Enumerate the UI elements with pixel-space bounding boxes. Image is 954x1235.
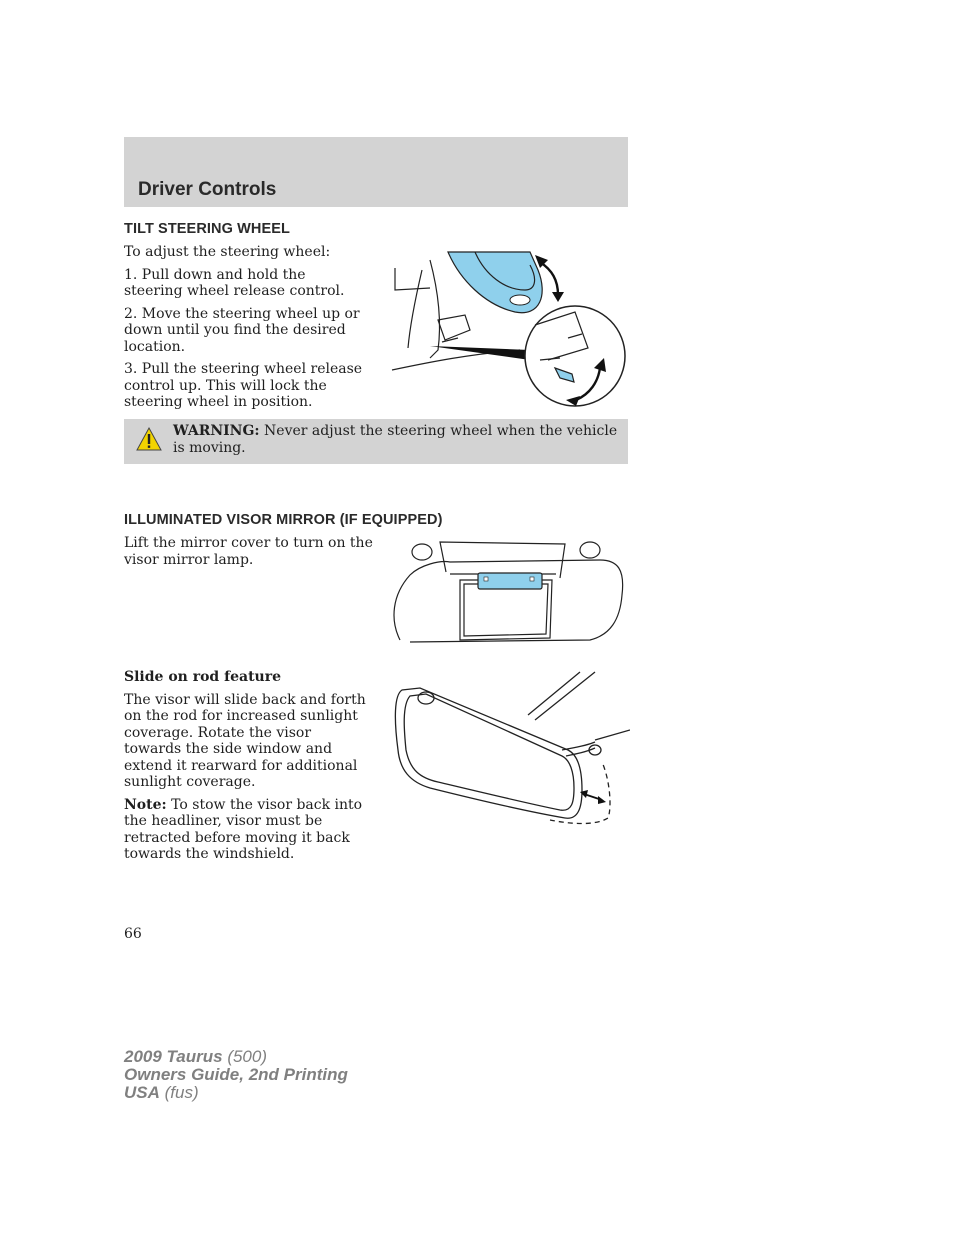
footer-line-1: 2009 Taurus (500): [124, 1047, 268, 1066]
warning-label: WARNING:: [173, 423, 260, 439]
visor-intro-block: [124, 535, 374, 574]
tilt-instructions: [124, 244, 364, 417]
tilt-step-1: 1. Pull down and hold the steering wheel release control.: [124, 266, 345, 299]
tilt-steering-heading: TILT STEERING WHEEL: [124, 221, 290, 237]
footer-line-3: USA (fus): [124, 1083, 199, 1102]
slide-rod-text: The visor will slide back and forth on the rod for increased sunlight coverage. Rotate the visor towards the side window and extend it rearward for additional sunlight coverage.: [124, 691, 366, 790]
note-label: Note:: [124, 796, 167, 813]
release-lever-detail-circle: [525, 306, 625, 406]
warning-message: Never adjust the steering wheel when the vehicle is moving.: [173, 423, 618, 456]
section-header-band: [124, 137, 628, 207]
visor-slide-illustration: [390, 670, 630, 830]
section-title: Driver Controls: [138, 179, 277, 200]
tilt-step-3: 3. Pull the steering wheel release control up. This will lock the steering wheel in position.: [124, 361, 363, 410]
footer-line-2: Owners Guide, 2nd Printing: [124, 1065, 348, 1084]
page-number: 66: [124, 926, 142, 942]
slide-rod-block: [124, 669, 369, 869]
visor-mirror-heading: ILLUMINATED VISOR MIRROR (IF EQUIPPED): [124, 512, 443, 528]
visor-mirror-illustration: [390, 540, 630, 645]
steering-wheel-shape: [448, 252, 542, 313]
slide-rod-subheading: Slide on rod feature: [124, 669, 282, 685]
steering-wheel-illustration: [390, 250, 630, 410]
warning-text: [173, 423, 619, 456]
warning-triangle-icon: [136, 426, 162, 452]
visor-intro: Lift the mirror cover to turn on the visor mirror lamp.: [124, 535, 373, 568]
tilt-step-2: 2. Move the steering wheel up or down until you find the desired location.: [124, 305, 360, 355]
stow-note: [124, 797, 369, 863]
note-text: To stow the visor back into the headliner, visor must be retracted before moving it back towards the windshield.: [124, 796, 363, 862]
tilt-intro: To adjust the steering wheel:: [124, 244, 331, 260]
warning-box: [124, 419, 628, 464]
document-footer: [124, 1048, 348, 1102]
